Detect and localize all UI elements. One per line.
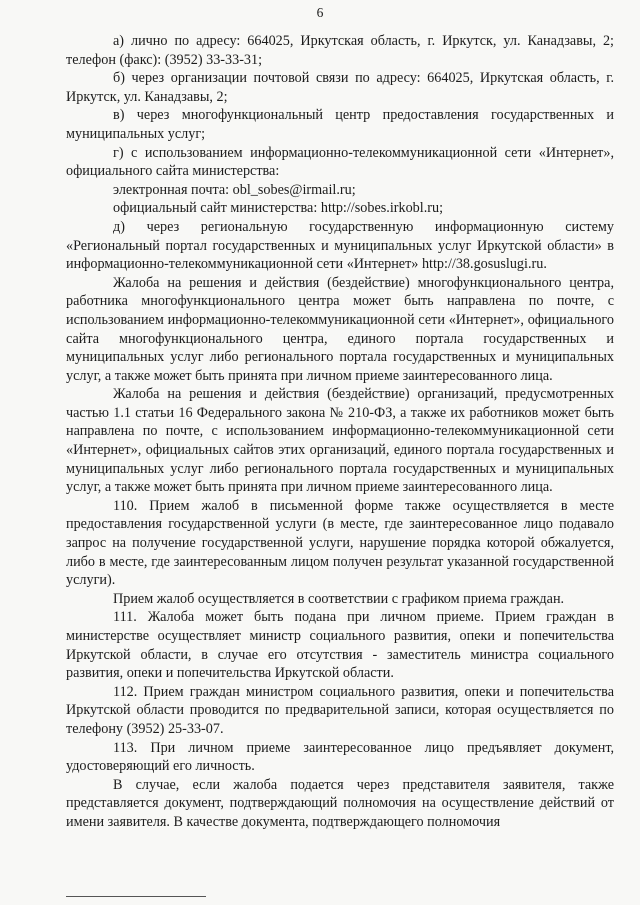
paragraph-111: 111. Жалоба может быть подана при личном приеме. Прием граждан в министерстве осуществляет министр социального развития, опеки и попечительства Иркутской области, в случае его отсутствия - заместитель министра социального развития, опеки и попечительства Иркутской области. — [66, 609, 614, 682]
paragraph-mfc-complaint: Жалоба на решения и действия (бездействие) многофункционального центра, работника многофункционального центра может быть направлена по почте, с использованием информационно-телекоммуникационной сети «Интернет», официального сайта многофункционального центра, единого портала государственных и муниципальных услуг либо регионального портала государственных и муниципальных услуг, а также может быть принята при личном приеме заинтересованного лица. — [66, 274, 614, 384]
paragraph-112: 112. Прием граждан министром социального развития, опеки и попечительства Иркутской области проводится по предварительной записи, которая осуществляется по телефону (3952) 25-33-07. — [66, 683, 614, 737]
paragraph-website: официальный сайт министерства: http://sobes.irkobl.ru; — [113, 200, 444, 217]
paragraph-item-g: г) с использованием информационно-телекоммуникационной сети «Интернет», официального сайта министерства: — [66, 144, 614, 180]
paragraph-item-a: а) лично по адресу: 664025, Иркутская область, г. Иркутск, ул. Канадзавы, 2; телефон (факс): (3952) 33-33-31; — [66, 33, 614, 68]
paragraph-representative: В случае, если жалоба подается через представителя заявителя, также представляется документ, подтверждающий полномочия на осуществление действий от имени заявителя. В качестве документа, подтверждающего полномочия — [66, 776, 614, 830]
paragraph-organizations-complaint: Жалоба на решения и действия (бездействие) организаций, предусмотренных частью 1.1 статьи 16 Федерального закона № 210-ФЗ, а также их работников может быть направлена по почте, с использованием информационно-телекоммуникационной сети «Интернет», официальных сайтов этих организаций, единого портала государственных и муниципальных услуг либо регионального портала государственных и муниципальных услуг, а также может быть принята при личном приеме заинтересованного лица. — [66, 386, 614, 496]
paragraph-item-v: в) через многофункциональный центр предоставления государственных и муниципальных услуг; — [66, 107, 614, 142]
footer-divider — [66, 896, 206, 897]
paragraph-item-d: д) через региональную государственную информационную систему «Региональный портал государственных и муниципальных услуг Иркутской области» в информационно-телекоммуникационной сети «Интернет» http://38.gosuslugi.ru. — [66, 218, 614, 273]
paragraph-email: электронная почта: obl_sobes@irmail.ru; — [113, 181, 356, 198]
document-body — [66, 32, 614, 832]
paragraph-item-b: б) через организации почтовой связи по адресу: 664025, Иркутская область, г. Иркутск, ул. Канадзавы, 2; — [66, 70, 614, 105]
paragraph-113: 113. При личном приеме заинтересованное лицо предъявляет документ, удостоверяющий его личность. — [66, 739, 614, 775]
paragraph-110: 110. Прием жалоб в письменной форме также осуществляется в месте предоставления государственной услуги (в месте, где заинтересованное лицо подавало запрос на получение государственной услуги, нарушение порядка которой обжалуется, либо в месте, где заинтересованным лицом получен результат указанной государственной услуги). — [66, 497, 614, 589]
paragraph-schedule: Прием жалоб осуществляется в соответствии с графиком приема граждан. — [113, 590, 565, 607]
page-number: 6 — [316, 5, 324, 20]
